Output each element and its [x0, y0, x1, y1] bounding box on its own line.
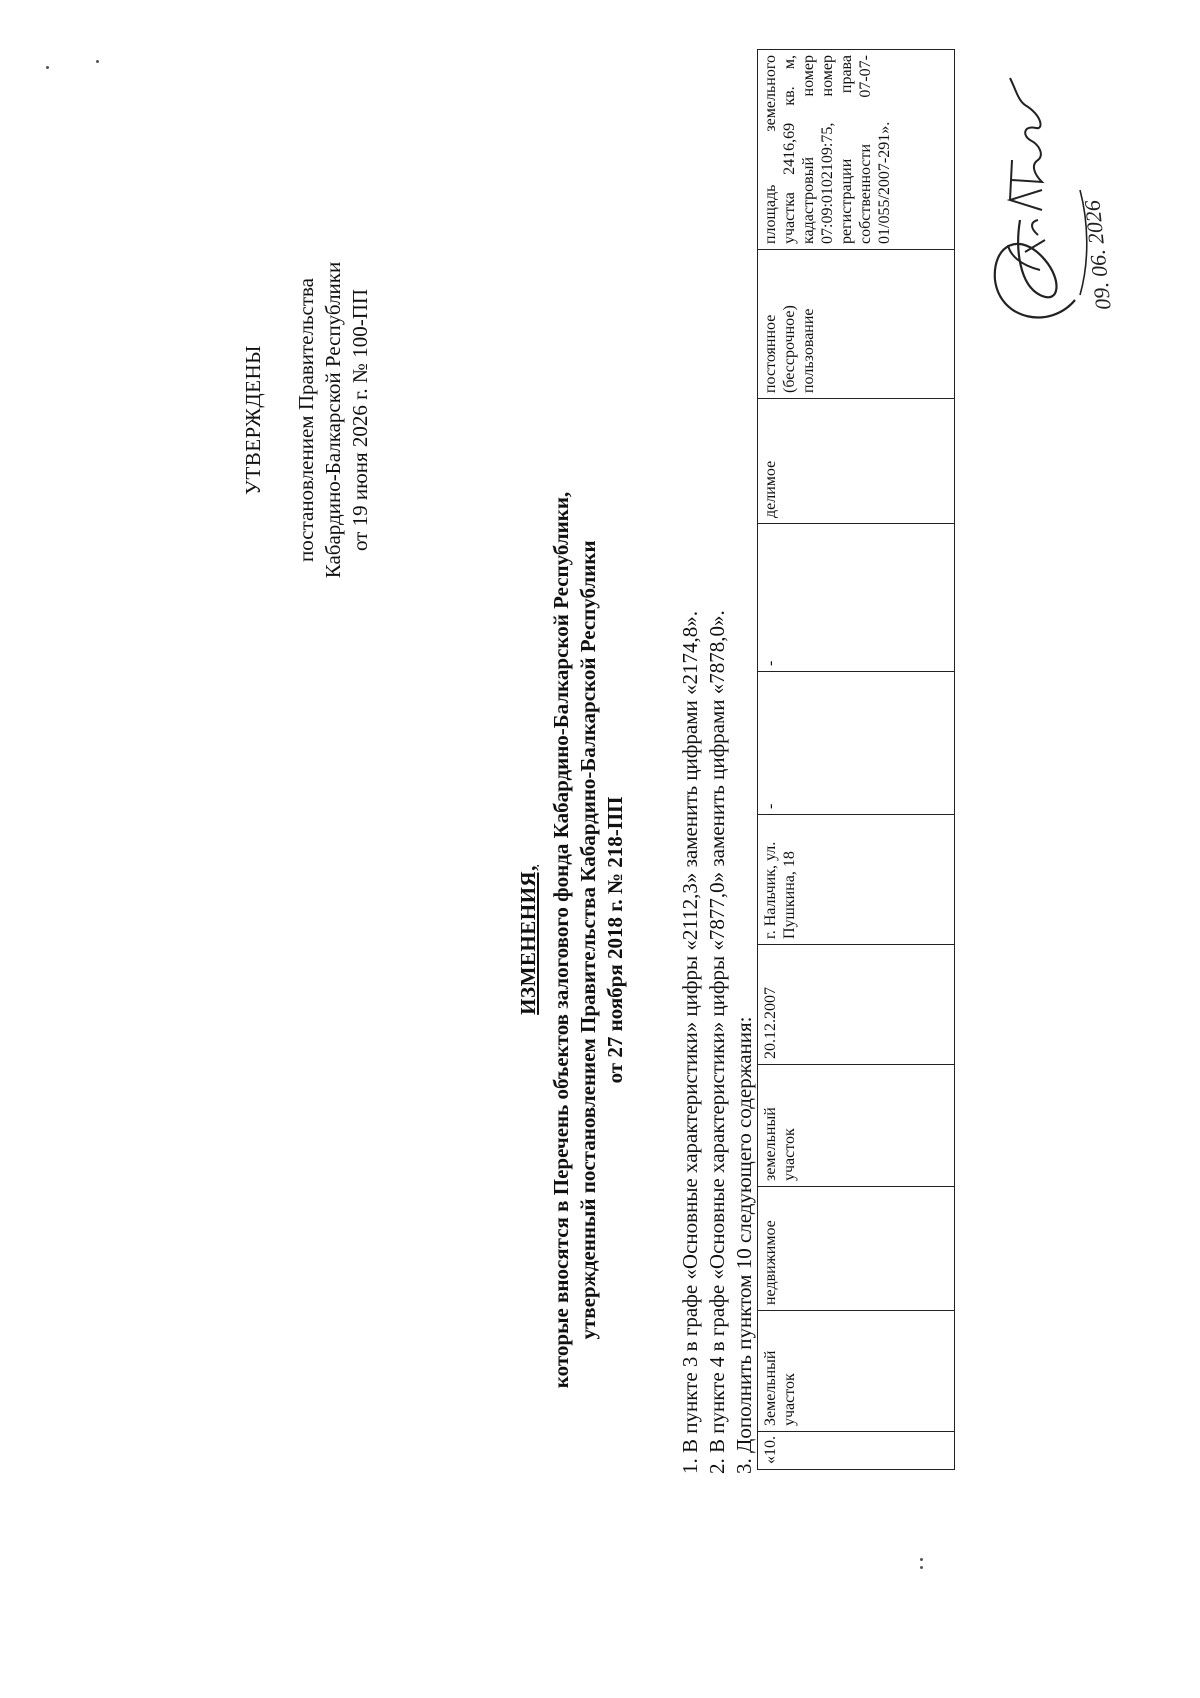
amendment-list	[677, 174, 758, 1474]
cell-dash-1: -	[758, 672, 955, 815]
cell-property-type: недвижимое	[758, 1187, 955, 1311]
document-title	[515, 380, 629, 1500]
title-main: ИЗМЕНЕНИЯ,	[516, 865, 540, 1015]
approval-line-1: постановлением Правительства	[294, 278, 318, 563]
cell-divisibility: делимое	[758, 399, 955, 524]
signature-date: 09. 06. 2026	[1079, 199, 1116, 312]
cell-characteristics: площадь земельного участка 2416,69 кв. м, кадастровый номер 07:09:0102109:75, номер регистрации права собственности 07-07-01/055/2007-291».	[758, 50, 955, 250]
cell-dash-2: -	[758, 524, 955, 672]
approval-line-2: Кабардино-Балкарской Республики	[321, 261, 345, 579]
amendment-item-3: 3. Дополнить пунктом 10 следующего содержания:	[732, 1016, 756, 1474]
rotated-document	[45, 40, 1145, 1660]
table-row	[758, 50, 955, 1470]
cell-name: Земельный участок	[758, 1311, 955, 1432]
approval-block	[240, 240, 374, 600]
cell-date: 20.12.2007	[758, 945, 955, 1065]
title-line-3: от 27 ноября 2018 г. № 218-ПП	[603, 796, 627, 1084]
title-line-2: утвержденный постановлением Правительства Кабардино-Балкарской Республики	[576, 540, 600, 1340]
scan-speck	[920, 1566, 923, 1569]
amendment-item-1: 1. В пункте 3 в графе «Основные характеристики» цифры «2112,3» заменить цифрами «2174,8».	[678, 611, 702, 1474]
cell-right-type: постоянное (бессрочное) пользование	[758, 250, 955, 399]
cell-address: г. Нальчик, ул. Пушкина, 18	[758, 815, 955, 945]
approval-line-3: от 19 июня 2026 г. № 100-ПП	[348, 288, 372, 552]
scan-speck	[96, 60, 99, 63]
object-table	[757, 49, 955, 1470]
scan-speck	[46, 66, 49, 69]
cell-object-type: земельный участок	[758, 1065, 955, 1187]
amendment-item-2: 2. В пункте 4 в графе «Основные характеристики» цифры «7877,0» заменить цифрами «7878,0».	[705, 610, 729, 1474]
approval-header: УТВЕРЖДЕНЫ	[241, 345, 265, 495]
title-line-1: которые вносятся в Перечень объектов залогового фонда Кабардино-Балкарской Республики,	[549, 491, 573, 1389]
cell-number: «10.	[758, 1432, 955, 1470]
scan-speck	[920, 1558, 923, 1561]
